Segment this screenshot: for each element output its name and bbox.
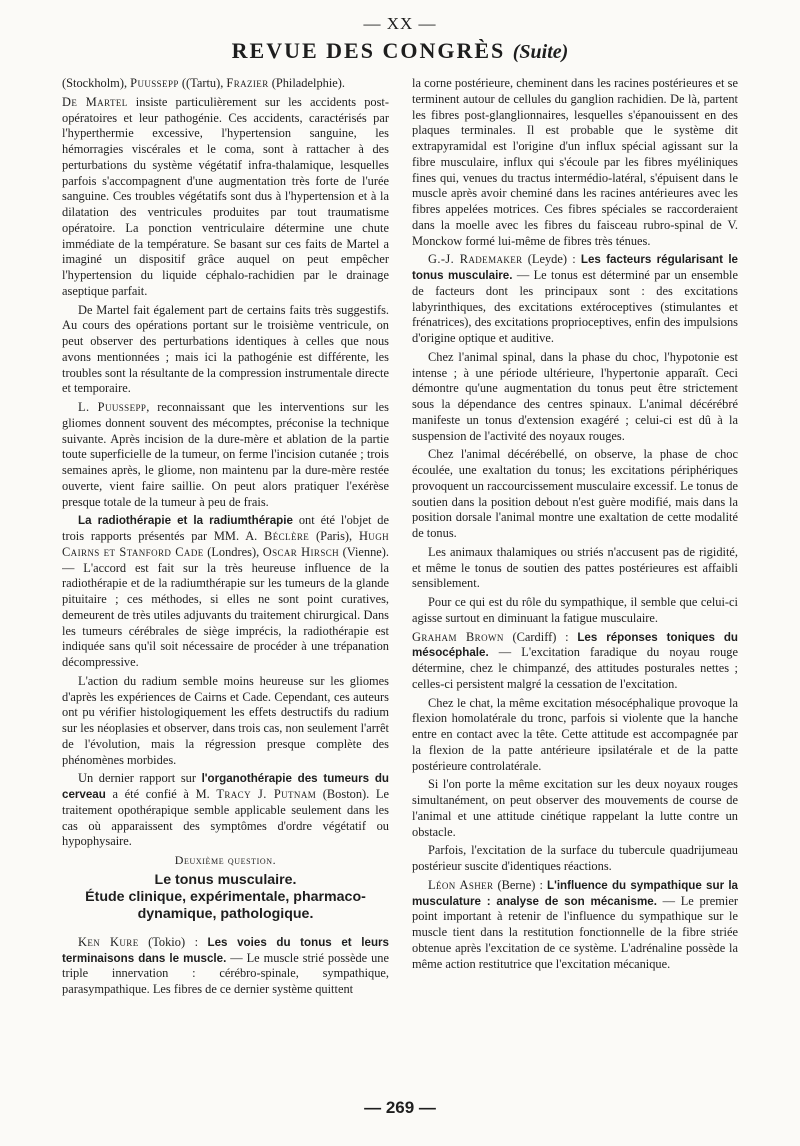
paragraph-animal-decerebelle: Chez l'animal décérébellé, on observe, la phase de choc écoulée, une exaltation du tonus; les excitations périphériques provoquent un raccourcissement musculaire excessif. Le tonus de soutien dans la position debout n'est guère modifié, mais dans la position dorsale l'animal montre une exaltation de cette modalité de tonus. bbox=[412, 447, 738, 540]
paragraph-graham-brown: Graham Brown (Cardiff) : Les réponses toniques du mésocéphale. — L'excitation faradique du noyau rouge détermine, chez le chimpanzé, des attitudes posturales nettes ; celles-ci persistent malgré la cessation de l'excitation. bbox=[412, 629, 738, 691]
paragraph-animal-spinal: Chez l'animal spinal, dans la phase du choc, l'hypotonie est intense ; à une période ultérieure, l'hypertonie apparaît. Ceci démontre qu'une augmentation du tonus peut être strictement sous la dépendance des centres spinaux. L'animal décérébré manifeste un tonus d'extension exagéré ; celui-ci est dû à la suspension de l'activité des noyaux rouges. bbox=[412, 349, 738, 443]
question-title-line: Étude clinique, expérimentale, pharmaco- bbox=[85, 888, 366, 905]
topic-heading: Les réponses toniques du mésocéphale. bbox=[412, 630, 738, 660]
topic-heading: La radiothérapie et la radiumthérapie bbox=[78, 514, 293, 528]
paragraph-noyaux-rouges: Si l'on porte la même excitation sur les deux noyaux rouges simultanément, on peut observer des mouvements de course de l'animal et une attitude cinétique rappelant la lutte contre un obstacle. bbox=[412, 777, 738, 839]
paragraph-tubercule: Parfois, l'excitation de la surface du tubercule quadrijumeau postérieur suscite d'identiques réactions. bbox=[412, 843, 738, 873]
author-name: G.-J. Rademaker bbox=[428, 252, 523, 267]
paragraph-sympathique: Pour ce qui est du rôle du sympathique, il semble que celui-ci agisse surtout en diminuant la fatigue musculaire. bbox=[412, 595, 738, 625]
topic-heading: L'influence du sympathique sur la musculature : analyse de son mécanisme. bbox=[412, 878, 738, 908]
roman-page-numeral: — XX — bbox=[363, 14, 437, 33]
question-title bbox=[62, 872, 389, 923]
author-name: Léon Asher bbox=[428, 877, 494, 892]
page-number: — 269 — bbox=[364, 1098, 436, 1117]
topic-heading: l'organothérapie des tumeurs du cerveau bbox=[62, 772, 389, 801]
topic-heading: Les voies du tonus et leurs terminaisons dans le muscle. bbox=[62, 935, 389, 965]
paragraph-rademaker: G.-J. Rademaker (Leyde) : Les facteurs régularisant le tonus musculaire. — Le tonus est déterminé par un ensemble de facteurs dont les principaux sont : des excitations labyrinthiques, des excitations extéroceptives (stimulantes et frénatrices), des excitations proprioceptives, enfin des impulsions d'origine optique et auditive. bbox=[412, 252, 738, 345]
paragraph-animaux-thalamiques: Les animaux thalamiques ou striés n'accusent pas de rigidité, et même le tonus de soutien des pattes postérieures est affaibli sensiblement. bbox=[412, 544, 738, 591]
paragraph-de-martel-suggestifs: De Martel fait également part de certains faits très suggestifs. Au cours des opérations portant sur le troisième ventricule, on peut observer des perturbations identiques à celles que nous avons mentionnées ; mais ici la pathogénie est différente, les troubles sont la résultante de la compression instrumentale directe et temporaire. bbox=[62, 302, 389, 396]
paragraph-chat: Chez le chat, la même excitation mésocéphalique provoque la flexion homolatérale du tronc, parfois si violente que la hanche entre en contact avec la tête. Cette attitude est accompagnée par la flexion de la patte antérieure ipsilatérale et de la patte postérieure controlatérale. bbox=[412, 695, 738, 773]
paragraph-organotherapie: Un dernier rapport sur l'organothérapie des tumeurs du cerveau a été confié à M. Tracy J. Putnam (Boston). Le traitement opothérapique semble applicable seulement dans les cas où apparaissent des symptômes d'ordre végétatif ou hypophysaire. bbox=[62, 771, 389, 849]
paragraph-ken-kure: Ken Kure (Tokio) : Les voies du tonus et leurs terminaisons dans le muscle. — Le muscle strié possède une triple innervation : cérébro-spinale, sympathique, parasympathique. Les fibres de ce dernier système quittent bbox=[62, 934, 389, 996]
author-name: L. Puussepp bbox=[78, 400, 147, 414]
question-title-line: dynamique, pathologique. bbox=[137, 905, 314, 922]
question-label: Deuxième question. bbox=[174, 853, 277, 867]
author-name: Graham Brown bbox=[412, 629, 504, 644]
paragraph-radiotherapie: La radiothérapie et la radiumthérapie ont été l'objet de trois rapports présentés par MM. A. Béclère (Paris), Hugh Cairns et Stanford Cade (Londres), Oscar Hirsch (Vienne). — L'accord est fait sur la très heureuse influence de la radiothérapie et de la radiumthérapie sur les tumeurs de la glande pituitaire ; ces méthodes, si elles ne sont point curatives, demeurent de très utiles adjuvants du traitement chirurgical. Dans les tumeurs cérébrales de siège imprécis, la radiothérapie est indiquée sans qu'il soit nécessaire de procéder à une trépanation décompressive. bbox=[62, 513, 389, 669]
left-column bbox=[62, 76, 389, 1086]
paragraph-ken-kure-continued: la corne postérieure, cheminent dans les racines postérieures et se terminent autour de cellules du ganglion rachidien. De là, partent les fibres post-glanglionnaires, lesquelles s'épanouissent en des plaques terminales. Il est probable que le système dit extrapyramidal est l'origine d'un influx spécial agissant sur la fibre musculaire, influx qui s'écoule par les fibres myéliniques fines qui, venues du tractus intermédio-latéral, s'épuisent dans le muscle après avoir cheminé dans les racines antérieures avec les fibres appelées motrices. Ces fibres spéciales se raccorderaient dans la moelle avec les fibres du faisceau rubro-spinal de V. Monckow formé lui-même de fibres très ténues. bbox=[412, 76, 738, 248]
author-name: Puussepp bbox=[130, 76, 179, 90]
author-name: Ken Kure bbox=[78, 934, 139, 949]
running-title-suffix: (Suite) bbox=[512, 41, 569, 63]
author-name: Frazier bbox=[226, 76, 269, 90]
paragraph-puussepp: L. Puussepp, reconnaissant que les interventions sur les gliomes donnent souvent des mécomptes, préconise la technique suivante. Après incision de la dure-mère et ablation de la partie toute superficielle de la tumeur, on ferme l'incision cutanée ; trois semaines après, le gliome, non maintenu par la dure-mère restée ouverte, vient faire saillie. On peut alors pratiquer l'exérèse presque totale de la tumeur à peu de frais. bbox=[62, 400, 389, 509]
running-title bbox=[0, 38, 800, 64]
paragraph-radium-gliomes: L'action du radium semble moins heureuse sur les gliomes d'après les expériences de Cairns et Cade. Cependant, ces auteurs ont pu vérifier histologiquement les effets destructifs du radium sur les néoplasies et observer, dans trois cas, non seulement l'arrêt de l'évolution, mais la régression presque complète des phénomènes morbides. bbox=[62, 673, 389, 767]
running-title-main: REVUE DES CONGRÈS bbox=[231, 38, 506, 63]
paragraph-authors-continued: (Stockholm), Puussepp ((Tartu), Frazier (Philadelphie). bbox=[62, 76, 345, 90]
paragraph-de-martel: De Martel insiste particulièrement sur les accidents post-opératoires et leur pathogénie. Ces accidents, caractérisés par l'hyperthermie excessive, l'hypertension sanguine, les hémorragies viscérales et le coma, sont à rattacher à des perturbations du système végétatif infra-thalamique, lesquelles parfois s'accompagnent d'une augmentation très forte de l'urée sanguine. Ces troubles végétatifs sont dus à l'hypertension et à la dilatation des ventricules produites par tout traumatisme opératoire. La ponction ventriculaire détermine une chute immédiate de la température. Se basant sur ces faits de Martel a imaginé un dispositif grâce auquel on peut empêcher l'hypertension du liquide céphalo-rachidien par le drainage aseptique parfait. bbox=[62, 94, 389, 298]
author-name: Oscar Hirsch bbox=[262, 544, 340, 559]
author-name: Hugh Cairns et Stanford Cade bbox=[62, 529, 389, 559]
paragraph-leon-asher: Léon Asher (Berne) : L'influence du sympathique sur la musculature : analyse de son mécanisme. — Le premier point important à retenir de l'influence du sympathique sur le muscle tient dans la restitution fonctionnelle de la fibre striée obtenue après l'excitation de ce système. L'adrénaline possède la même action restitutrice que l'excitation mécanique. bbox=[412, 877, 738, 971]
right-column bbox=[412, 76, 738, 1086]
topic-heading: Les facteurs régularisant le tonus musculaire. bbox=[412, 253, 738, 282]
author-name: De Martel bbox=[62, 94, 128, 109]
question-title-line: Le tonus musculaire. bbox=[154, 871, 297, 888]
author-name: Tracy J. Putnam bbox=[216, 787, 317, 801]
author-name: Béclère bbox=[264, 529, 310, 543]
